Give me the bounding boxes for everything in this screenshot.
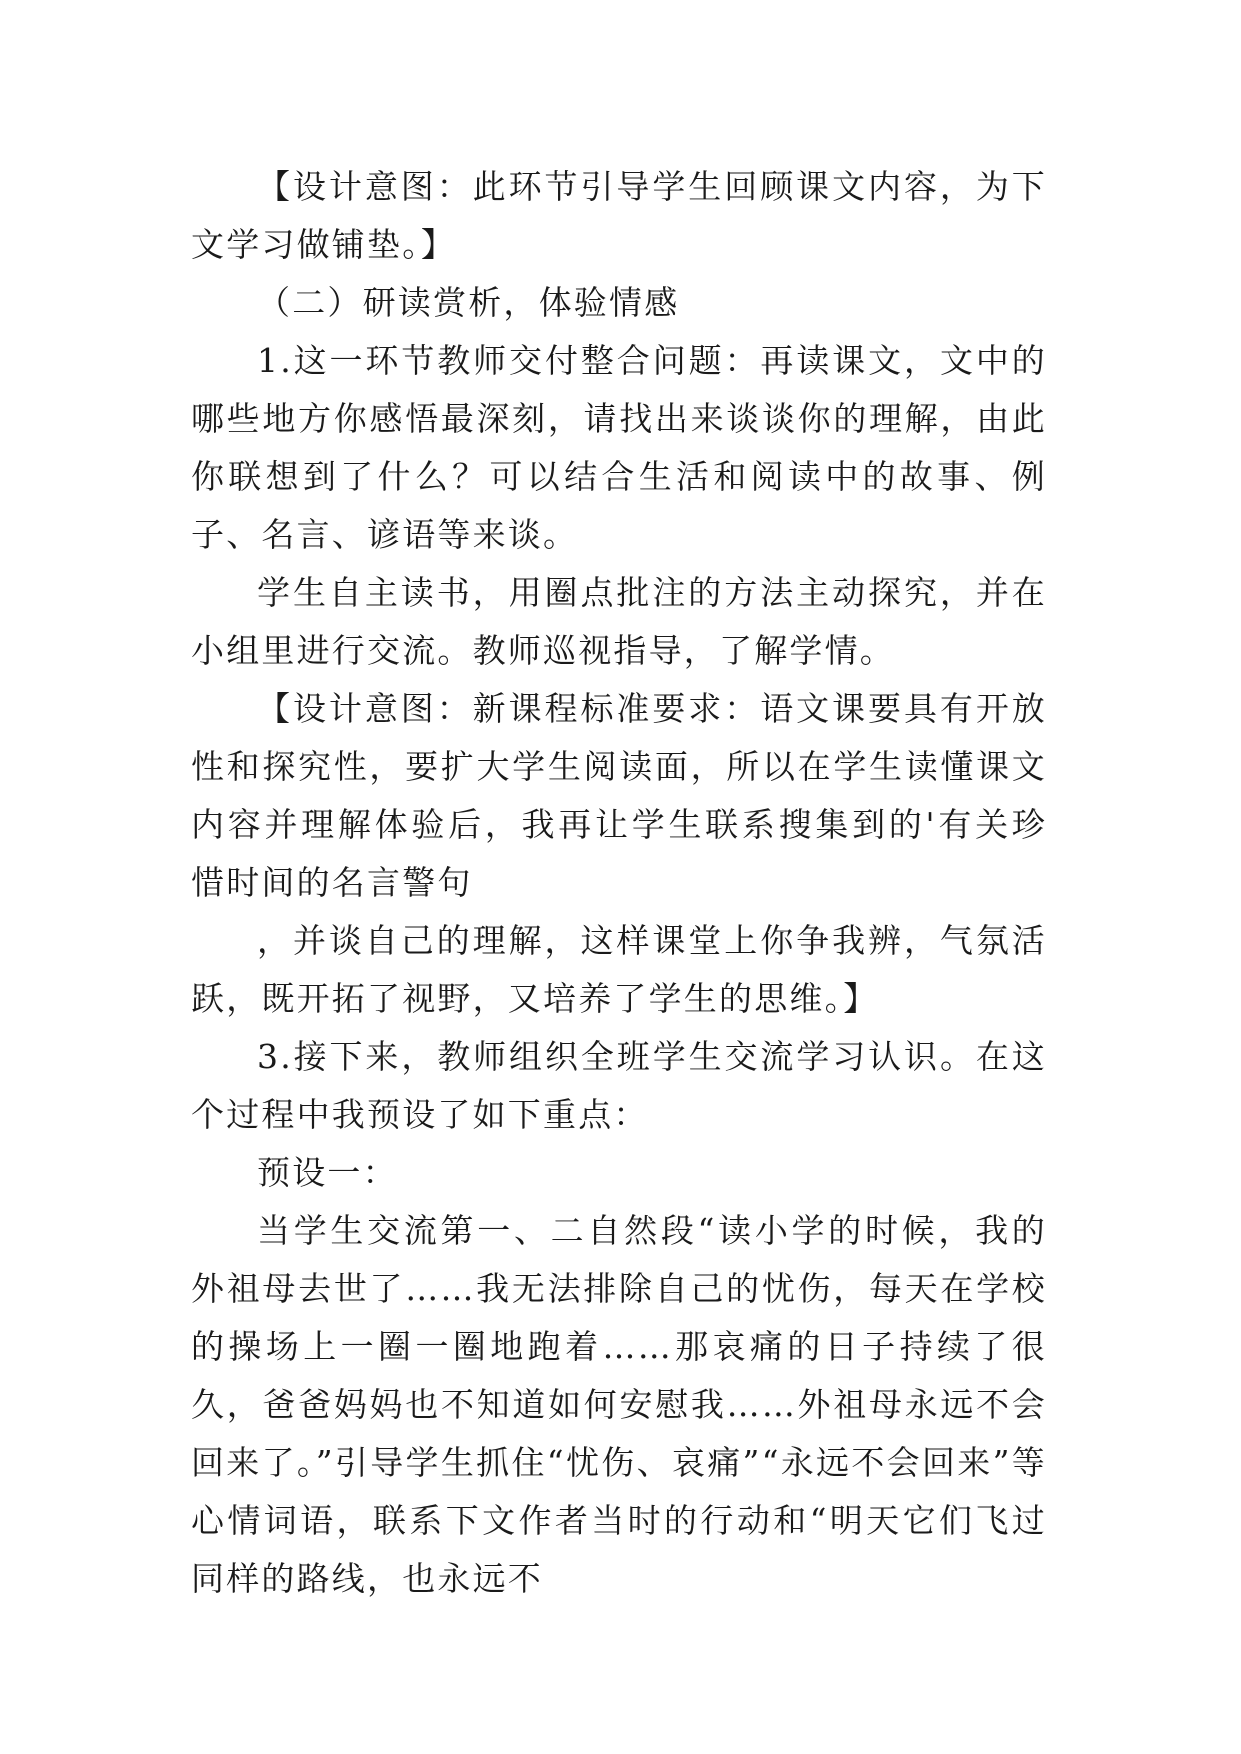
document-body <box>191 158 1047 1608</box>
design-intent-paragraph-2: 【设计意图：新课程标准要求：语文课要具有开放性和探究性，要扩大学生阅读面，所以在学生读懂课文内容并理解体验后，我再让学生联系搜集到的'有关珍惜时间的名言警句 <box>191 689 1047 902</box>
preset-1-paragraph: 当学生交流第一、二自然段“读小学的时候，我的外祖母去世了……我无法排除自己的忧伤，每天在学校的操场上一圈一圈地跑着……那哀痛的日子持续了很久，爸爸妈妈也不知道如何安慰我……外祖母永远不会回来了。”引导学生抓住“忧伤、哀痛”“永远不会回来”等心情词语，联系下文作者当时的行动和“明天它们飞过同样的路线，也永远不 <box>191 1211 1047 1598</box>
design-intent-continuation: ，并谈自己的理解，这样课堂上你争我辨，气氛活跃，既开拓了视野，又培养了学生的思维。】 <box>191 921 1047 1018</box>
step-3-paragraph: 3.接下来，教师组织全班学生交流学习认识。在这个过程中我预设了如下重点： <box>191 1037 1047 1134</box>
section-heading: （二）研读赏析，体验情感 <box>257 283 680 322</box>
step-1-paragraph: 1.这一环节教师交付整合问题：再读课文，文中的哪些地方你感悟最深刻，请找出来谈谈你的理解，由此你联想到了什么？可以结合生活和阅读中的故事、例子、名言、谚语等来谈。 <box>191 341 1047 554</box>
student-activity-paragraph: 学生自主读书，用圈点批注的方法主动探究，并在小组里进行交流。教师巡视指导，了解学情。 <box>191 573 1047 670</box>
preset-heading: 预设一： <box>257 1153 398 1192</box>
design-intent-paragraph-1: 【设计意图：此环节引导学生回顾课文内容，为下文学习做铺垫。】 <box>191 167 1047 264</box>
